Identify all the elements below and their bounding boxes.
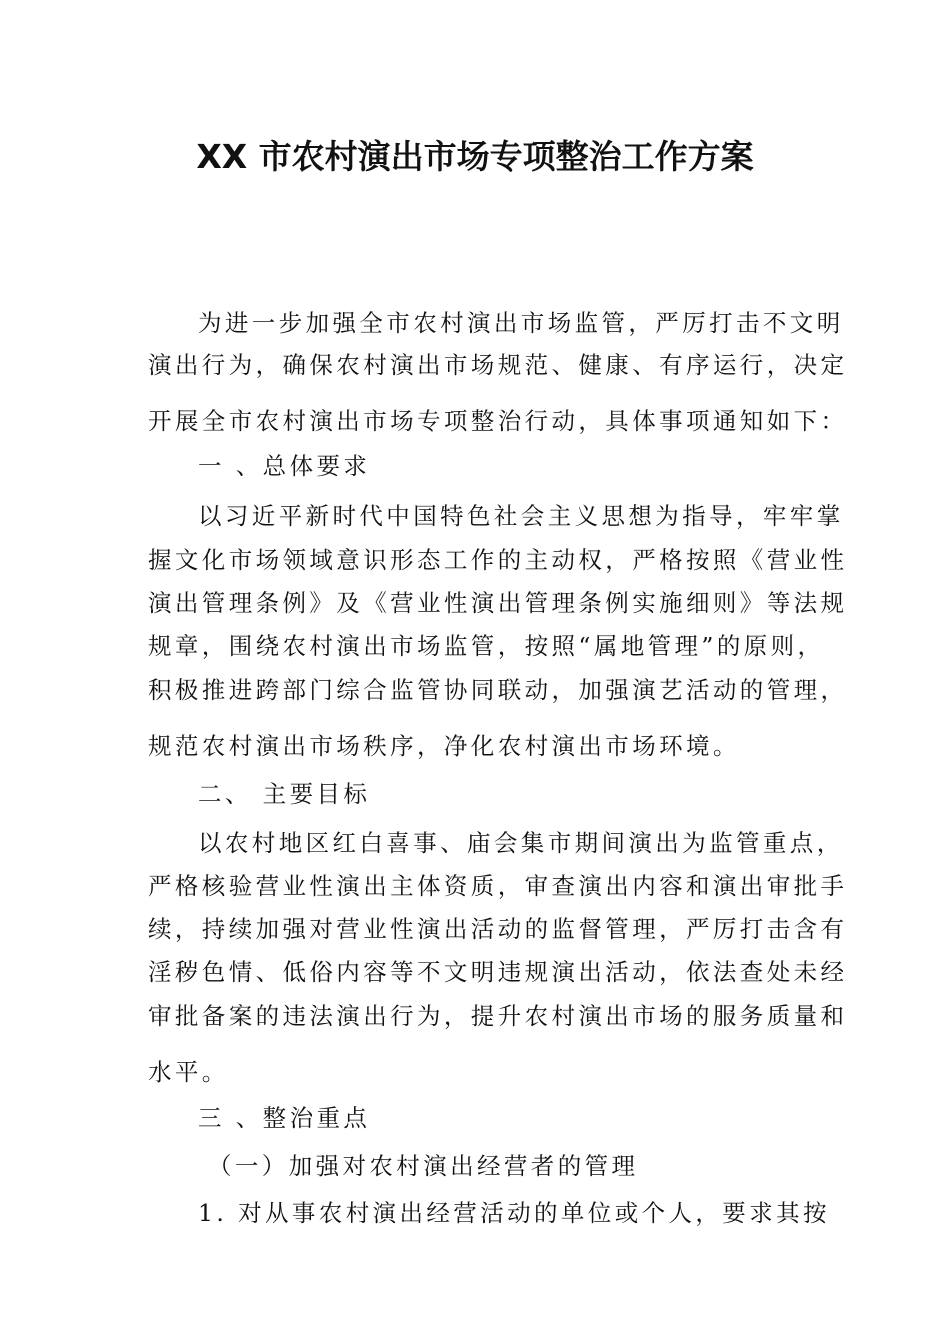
section-heading-3: 三 、整治重点	[198, 1104, 371, 1132]
paragraph-2-line-1: 以农村地区红白喜事、庙会集市期间演出为监管重点，	[198, 829, 844, 857]
document-title: XX 市农村演出市场专项整治工作方案	[196, 137, 754, 176]
paragraph-intro-line-2: 演出行为，确保农村演出市场规范、健康、有序运行，决定	[148, 351, 848, 379]
paragraph-1-line-2: 握文化市场领域意识形态工作的主动权，严格按照《营业性	[148, 546, 848, 574]
paragraph-2-line-5: 审批备案的违法演出行为，提升农村演出市场的服务质量和	[148, 1002, 848, 1030]
subsection-heading-1: （一）加强对农村演出经营者的管理	[208, 1152, 639, 1180]
section-heading-2: 二、 主要目标	[198, 780, 371, 808]
paragraph-2-line-3: 续，持续加强对营业性演出活动的监督管理，严厉打击含有	[148, 915, 848, 943]
paragraph-1-line-1: 以习近平新时代中国特色社会主义思想为指导，牢牢掌	[198, 502, 844, 530]
paragraph-1-line-6: 规范农村演出市场秩序，净化农村演出市场环境。	[148, 732, 740, 760]
paragraph-2-line-6: 水平。	[148, 1058, 229, 1086]
paragraph-2-line-2: 严格核验营业性演出主体资质，审查演出内容和演出审批手	[148, 872, 848, 900]
paragraph-intro-line-1: 为进一步加强全市农村演出市场监管，严厉打击不文明	[198, 309, 844, 337]
paragraph-1-line-4: 规章，围绕农村演出市场监管，按照“属地管理”的原则，	[148, 632, 825, 660]
item-1-line-1: 1. 对从事农村演出经营活动的单位或个人，要求其按	[198, 1199, 830, 1227]
paragraph-intro-line-3: 开展全市农村演出市场专项整治行动，具体事项通知如下：	[148, 407, 848, 435]
section-heading-1: 一 、总体要求	[198, 452, 371, 480]
paragraph-2-line-4: 淫秽色情、低俗内容等不文明违规演出活动，依法查处未经	[148, 958, 848, 986]
paragraph-1-line-3: 演出管理条例》及《营业性演出管理条例实施细则》等法规	[148, 589, 848, 617]
paragraph-1-line-5: 积极推进跨部门综合监管协同联动，加强演艺活动的管理，	[148, 676, 848, 704]
